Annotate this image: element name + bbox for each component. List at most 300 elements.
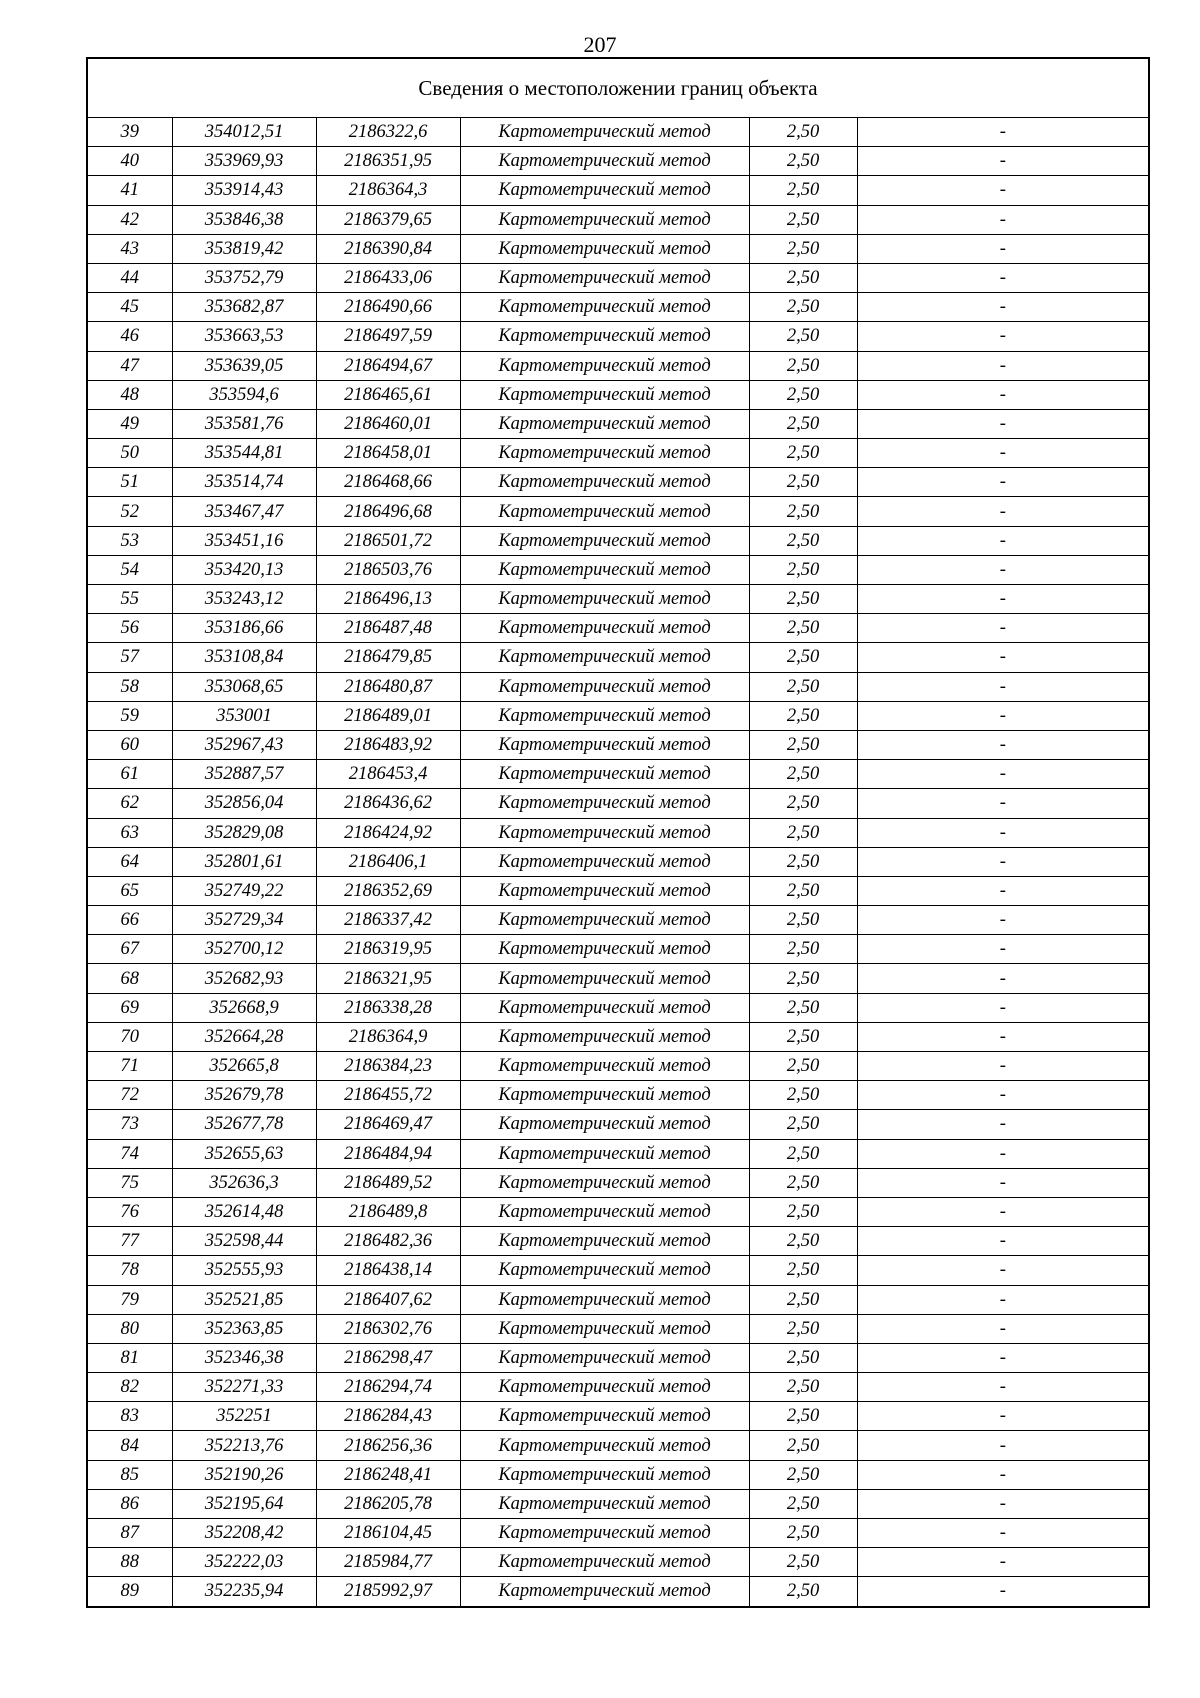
cell-description: - (857, 380, 1149, 409)
cell-y-coordinate: 2186482,36 (316, 1227, 460, 1256)
cell-point-number: 67 (87, 935, 172, 964)
cell-point-number: 60 (87, 730, 172, 759)
table-body (87, 118, 1149, 1607)
cell-method: Картометрический метод (460, 789, 749, 818)
table-row (87, 234, 1149, 263)
cell-description: - (857, 672, 1149, 701)
cell-point-number: 62 (87, 789, 172, 818)
cell-point-number: 70 (87, 1022, 172, 1051)
cell-method: Картометрический метод (460, 439, 749, 468)
cell-point-number: 78 (87, 1256, 172, 1285)
cell-x-coordinate: 352190,26 (172, 1460, 316, 1489)
cell-point-number: 85 (87, 1460, 172, 1489)
cell-y-coordinate: 2186424,92 (316, 818, 460, 847)
cell-x-coordinate: 353467,47 (172, 497, 316, 526)
cell-y-coordinate: 2186321,95 (316, 964, 460, 993)
cell-accuracy: 2,50 (749, 293, 857, 322)
cell-y-coordinate: 2186487,48 (316, 614, 460, 643)
cell-point-number: 52 (87, 497, 172, 526)
cell-x-coordinate: 352665,8 (172, 1052, 316, 1081)
cell-accuracy: 2,50 (749, 964, 857, 993)
table-row (87, 701, 1149, 730)
cell-accuracy: 2,50 (749, 1460, 857, 1489)
cell-x-coordinate: 352222,03 (172, 1548, 316, 1577)
table-row (87, 1110, 1149, 1139)
cell-accuracy: 2,50 (749, 118, 857, 147)
cell-accuracy: 2,50 (749, 1052, 857, 1081)
cell-y-coordinate: 2186490,66 (316, 293, 460, 322)
cell-method: Картометрический метод (460, 351, 749, 380)
cell-point-number: 80 (87, 1314, 172, 1343)
cell-x-coordinate: 352598,44 (172, 1227, 316, 1256)
cell-point-number: 53 (87, 526, 172, 555)
cell-x-coordinate: 352614,48 (172, 1197, 316, 1226)
cell-x-coordinate: 352555,93 (172, 1256, 316, 1285)
cell-description: - (857, 1285, 1149, 1314)
table-row (87, 380, 1149, 409)
cell-x-coordinate: 352655,63 (172, 1139, 316, 1168)
cell-y-coordinate: 2186436,62 (316, 789, 460, 818)
cell-description: - (857, 1343, 1149, 1372)
cell-description: - (857, 1373, 1149, 1402)
cell-x-coordinate: 352677,78 (172, 1110, 316, 1139)
cell-y-coordinate: 2186469,47 (316, 1110, 460, 1139)
cell-y-coordinate: 2185992,97 (316, 1577, 460, 1607)
cell-x-coordinate: 353663,53 (172, 322, 316, 351)
table-row (87, 1519, 1149, 1548)
table-row (87, 1460, 1149, 1489)
cell-method: Картометрический метод (460, 205, 749, 234)
cell-point-number: 48 (87, 380, 172, 409)
cell-x-coordinate: 352251 (172, 1402, 316, 1431)
table-row (87, 760, 1149, 789)
cell-description: - (857, 1197, 1149, 1226)
cell-y-coordinate: 2186205,78 (316, 1489, 460, 1518)
cell-method: Картометрический метод (460, 1460, 749, 1489)
cell-x-coordinate: 352664,28 (172, 1022, 316, 1051)
cell-description: - (857, 1227, 1149, 1256)
cell-x-coordinate: 352887,57 (172, 760, 316, 789)
cell-x-coordinate: 352521,85 (172, 1285, 316, 1314)
cell-method: Картометрический метод (460, 614, 749, 643)
cell-accuracy: 2,50 (749, 1548, 857, 1577)
cell-y-coordinate: 2186433,06 (316, 263, 460, 292)
cell-x-coordinate: 353068,65 (172, 672, 316, 701)
cell-accuracy: 2,50 (749, 1139, 857, 1168)
table-row (87, 1022, 1149, 1051)
cell-accuracy: 2,50 (749, 526, 857, 555)
cell-method: Картометрический метод (460, 322, 749, 351)
table-row (87, 1285, 1149, 1314)
cell-method: Картометрический метод (460, 847, 749, 876)
table-title-row (87, 58, 1149, 118)
cell-description: - (857, 293, 1149, 322)
cell-description: - (857, 935, 1149, 964)
table-row (87, 439, 1149, 468)
cell-accuracy: 2,50 (749, 1577, 857, 1607)
cell-description: - (857, 701, 1149, 730)
table-row (87, 1373, 1149, 1402)
table-row (87, 964, 1149, 993)
cell-y-coordinate: 2186496,68 (316, 497, 460, 526)
cell-x-coordinate: 352801,61 (172, 847, 316, 876)
cell-accuracy: 2,50 (749, 1373, 857, 1402)
cell-point-number: 65 (87, 876, 172, 905)
cell-x-coordinate: 352346,38 (172, 1343, 316, 1372)
table-row (87, 526, 1149, 555)
cell-y-coordinate: 2186407,62 (316, 1285, 460, 1314)
table-row (87, 906, 1149, 935)
cell-method: Картометрический метод (460, 1052, 749, 1081)
cell-description: - (857, 585, 1149, 614)
cell-y-coordinate: 2186484,94 (316, 1139, 460, 1168)
cell-y-coordinate: 2186379,65 (316, 205, 460, 234)
cell-y-coordinate: 2186319,95 (316, 935, 460, 964)
cell-accuracy: 2,50 (749, 1022, 857, 1051)
cell-x-coordinate: 353639,05 (172, 351, 316, 380)
cell-accuracy: 2,50 (749, 876, 857, 905)
cell-accuracy: 2,50 (749, 614, 857, 643)
table-row (87, 876, 1149, 905)
cell-x-coordinate: 353682,87 (172, 293, 316, 322)
cell-x-coordinate: 352682,93 (172, 964, 316, 993)
cell-y-coordinate: 2186298,47 (316, 1343, 460, 1372)
table-row (87, 935, 1149, 964)
cell-point-number: 83 (87, 1402, 172, 1431)
cell-accuracy: 2,50 (749, 205, 857, 234)
cell-x-coordinate: 353514,74 (172, 468, 316, 497)
cell-y-coordinate: 2186338,28 (316, 993, 460, 1022)
cell-accuracy: 2,50 (749, 1519, 857, 1548)
cell-method: Картометрический метод (460, 176, 749, 205)
cell-method: Картометрический метод (460, 1548, 749, 1577)
cell-x-coordinate: 353108,84 (172, 643, 316, 672)
cell-x-coordinate: 353594,6 (172, 380, 316, 409)
cell-accuracy: 2,50 (749, 497, 857, 526)
boundary-coordinates-table (86, 57, 1150, 1608)
cell-y-coordinate: 2186465,61 (316, 380, 460, 409)
cell-description: - (857, 1519, 1149, 1548)
cell-y-coordinate: 2186480,87 (316, 672, 460, 701)
cell-description: - (857, 1110, 1149, 1139)
cell-description: - (857, 351, 1149, 380)
cell-y-coordinate: 2186104,45 (316, 1519, 460, 1548)
cell-y-coordinate: 2186294,74 (316, 1373, 460, 1402)
cell-y-coordinate: 2186460,01 (316, 409, 460, 438)
cell-accuracy: 2,50 (749, 1110, 857, 1139)
cell-point-number: 63 (87, 818, 172, 847)
page-number: 207 (583, 32, 617, 57)
cell-x-coordinate: 352195,64 (172, 1489, 316, 1518)
cell-y-coordinate: 2186406,1 (316, 847, 460, 876)
cell-accuracy: 2,50 (749, 1402, 857, 1431)
cell-y-coordinate: 2186489,8 (316, 1197, 460, 1226)
cell-method: Картометрический метод (460, 263, 749, 292)
cell-accuracy: 2,50 (749, 701, 857, 730)
cell-method: Картометрический метод (460, 876, 749, 905)
cell-x-coordinate: 353969,93 (172, 147, 316, 176)
cell-accuracy: 2,50 (749, 730, 857, 759)
cell-y-coordinate: 2186494,67 (316, 351, 460, 380)
cell-accuracy: 2,50 (749, 1197, 857, 1226)
cell-accuracy: 2,50 (749, 468, 857, 497)
cell-description: - (857, 1460, 1149, 1489)
table-row (87, 1314, 1149, 1343)
cell-x-coordinate: 352679,78 (172, 1081, 316, 1110)
cell-description: - (857, 789, 1149, 818)
cell-y-coordinate: 2186453,4 (316, 760, 460, 789)
cell-method: Картометрический метод (460, 497, 749, 526)
cell-x-coordinate: 352271,33 (172, 1373, 316, 1402)
table-row (87, 147, 1149, 176)
cell-x-coordinate: 352729,34 (172, 906, 316, 935)
cell-point-number: 55 (87, 585, 172, 614)
table-row (87, 1256, 1149, 1285)
cell-accuracy: 2,50 (749, 439, 857, 468)
cell-point-number: 43 (87, 234, 172, 263)
cell-accuracy: 2,50 (749, 1285, 857, 1314)
cell-y-coordinate: 2186302,76 (316, 1314, 460, 1343)
cell-description: - (857, 1022, 1149, 1051)
cell-method: Картометрический метод (460, 1431, 749, 1460)
table-row (87, 1052, 1149, 1081)
cell-x-coordinate: 353581,76 (172, 409, 316, 438)
cell-accuracy: 2,50 (749, 1168, 857, 1197)
cell-accuracy: 2,50 (749, 176, 857, 205)
cell-method: Картометрический метод (460, 1227, 749, 1256)
cell-point-number: 39 (87, 118, 172, 147)
cell-point-number: 84 (87, 1431, 172, 1460)
table-row (87, 1227, 1149, 1256)
cell-accuracy: 2,50 (749, 147, 857, 176)
cell-point-number: 81 (87, 1343, 172, 1372)
table-row (87, 1489, 1149, 1518)
table-row (87, 322, 1149, 351)
table-row (87, 847, 1149, 876)
cell-description: - (857, 263, 1149, 292)
cell-accuracy: 2,50 (749, 1489, 857, 1518)
table-row (87, 818, 1149, 847)
table-row (87, 409, 1149, 438)
cell-point-number: 87 (87, 1519, 172, 1548)
cell-method: Картометрический метод (460, 818, 749, 847)
table-row (87, 1168, 1149, 1197)
cell-method: Картометрический метод (460, 1285, 749, 1314)
table-row (87, 497, 1149, 526)
cell-point-number: 49 (87, 409, 172, 438)
cell-method: Картометрический метод (460, 993, 749, 1022)
cell-x-coordinate: 353846,38 (172, 205, 316, 234)
cell-x-coordinate: 352213,76 (172, 1431, 316, 1460)
cell-description: - (857, 555, 1149, 584)
cell-x-coordinate: 352856,04 (172, 789, 316, 818)
cell-method: Картометрический метод (460, 1402, 749, 1431)
cell-y-coordinate: 2186284,43 (316, 1402, 460, 1431)
cell-point-number: 88 (87, 1548, 172, 1577)
cell-point-number: 47 (87, 351, 172, 380)
table-row (87, 118, 1149, 147)
table-row (87, 1197, 1149, 1226)
cell-x-coordinate: 352208,42 (172, 1519, 316, 1548)
cell-accuracy: 2,50 (749, 1256, 857, 1285)
cell-description: - (857, 1052, 1149, 1081)
cell-y-coordinate: 2186455,72 (316, 1081, 460, 1110)
cell-description: - (857, 847, 1149, 876)
table-row (87, 672, 1149, 701)
cell-method: Картометрический метод (460, 643, 749, 672)
cell-method: Картометрический метод (460, 1489, 749, 1518)
cell-description: - (857, 1548, 1149, 1577)
cell-point-number: 82 (87, 1373, 172, 1402)
cell-point-number: 61 (87, 760, 172, 789)
cell-y-coordinate: 2186489,52 (316, 1168, 460, 1197)
cell-point-number: 66 (87, 906, 172, 935)
table-row (87, 993, 1149, 1022)
cell-point-number: 54 (87, 555, 172, 584)
table-row (87, 1402, 1149, 1431)
cell-y-coordinate: 2186479,85 (316, 643, 460, 672)
cell-y-coordinate: 2186390,84 (316, 234, 460, 263)
cell-accuracy: 2,50 (749, 409, 857, 438)
cell-accuracy: 2,50 (749, 643, 857, 672)
cell-description: - (857, 1402, 1149, 1431)
cell-point-number: 76 (87, 1197, 172, 1226)
cell-x-coordinate: 353420,13 (172, 555, 316, 584)
table-row (87, 293, 1149, 322)
cell-y-coordinate: 2186496,13 (316, 585, 460, 614)
cell-method: Картометрический метод (460, 1373, 749, 1402)
cell-x-coordinate: 354012,51 (172, 118, 316, 147)
cell-accuracy: 2,50 (749, 1431, 857, 1460)
cell-method: Картометрический метод (460, 1139, 749, 1168)
cell-accuracy: 2,50 (749, 380, 857, 409)
cell-point-number: 75 (87, 1168, 172, 1197)
cell-method: Картометрический метод (460, 1314, 749, 1343)
cell-method: Картометрический метод (460, 1022, 749, 1051)
cell-x-coordinate: 353914,43 (172, 176, 316, 205)
cell-description: - (857, 1168, 1149, 1197)
cell-method: Картометрический метод (460, 1256, 749, 1285)
cell-point-number: 51 (87, 468, 172, 497)
cell-x-coordinate: 352700,12 (172, 935, 316, 964)
cell-point-number: 64 (87, 847, 172, 876)
cell-x-coordinate: 353752,79 (172, 263, 316, 292)
cell-description: - (857, 1314, 1149, 1343)
cell-description: - (857, 497, 1149, 526)
cell-method: Картометрический метод (460, 585, 749, 614)
cell-method: Картометрический метод (460, 935, 749, 964)
cell-method: Картометрический метод (460, 526, 749, 555)
cell-point-number: 89 (87, 1577, 172, 1607)
cell-x-coordinate: 353186,66 (172, 614, 316, 643)
cell-method: Картометрический метод (460, 118, 749, 147)
cell-description: - (857, 730, 1149, 759)
cell-description: - (857, 964, 1149, 993)
table-row (87, 1431, 1149, 1460)
cell-description: - (857, 1256, 1149, 1285)
cell-point-number: 42 (87, 205, 172, 234)
cell-description: - (857, 1577, 1149, 1607)
table-row (87, 643, 1149, 672)
cell-method: Картометрический метод (460, 1343, 749, 1372)
cell-point-number: 59 (87, 701, 172, 730)
cell-description: - (857, 993, 1149, 1022)
cell-y-coordinate: 2186364,9 (316, 1022, 460, 1051)
cell-description: - (857, 439, 1149, 468)
cell-accuracy: 2,50 (749, 818, 857, 847)
cell-accuracy: 2,50 (749, 1227, 857, 1256)
cell-point-number: 77 (87, 1227, 172, 1256)
table-row (87, 1548, 1149, 1577)
cell-y-coordinate: 2186322,6 (316, 118, 460, 147)
cell-point-number: 58 (87, 672, 172, 701)
cell-x-coordinate: 352967,43 (172, 730, 316, 759)
table-row (87, 351, 1149, 380)
cell-description: - (857, 760, 1149, 789)
table-row (87, 789, 1149, 818)
cell-method: Картометрический метод (460, 147, 749, 176)
cell-y-coordinate: 2186256,36 (316, 1431, 460, 1460)
cell-description: - (857, 176, 1149, 205)
cell-method: Картометрический метод (460, 293, 749, 322)
cell-method: Картометрический метод (460, 906, 749, 935)
cell-point-number: 46 (87, 322, 172, 351)
cell-x-coordinate: 352829,08 (172, 818, 316, 847)
cell-method: Картометрический метод (460, 672, 749, 701)
cell-y-coordinate: 2186438,14 (316, 1256, 460, 1285)
cell-x-coordinate: 352636,3 (172, 1168, 316, 1197)
cell-y-coordinate: 2186503,76 (316, 555, 460, 584)
table-row (87, 614, 1149, 643)
cell-method: Картометрический метод (460, 1168, 749, 1197)
cell-description: - (857, 1139, 1149, 1168)
cell-description: - (857, 614, 1149, 643)
cell-method: Картометрический метод (460, 760, 749, 789)
cell-accuracy: 2,50 (749, 322, 857, 351)
cell-accuracy: 2,50 (749, 760, 857, 789)
cell-description: - (857, 643, 1149, 672)
cell-accuracy: 2,50 (749, 789, 857, 818)
cell-x-coordinate: 353001 (172, 701, 316, 730)
table-row (87, 176, 1149, 205)
cell-method: Картометрический метод (460, 380, 749, 409)
cell-x-coordinate: 352235,94 (172, 1577, 316, 1607)
cell-y-coordinate: 2186351,95 (316, 147, 460, 176)
cell-point-number: 50 (87, 439, 172, 468)
cell-x-coordinate: 353243,12 (172, 585, 316, 614)
cell-accuracy: 2,50 (749, 906, 857, 935)
table-row (87, 205, 1149, 234)
cell-y-coordinate: 2186384,23 (316, 1052, 460, 1081)
table-row (87, 1343, 1149, 1372)
cell-accuracy: 2,50 (749, 585, 857, 614)
cell-y-coordinate: 2186483,92 (316, 730, 460, 759)
cell-y-coordinate: 2186364,3 (316, 176, 460, 205)
cell-x-coordinate: 353819,42 (172, 234, 316, 263)
cell-description: - (857, 876, 1149, 905)
cell-y-coordinate: 2186352,69 (316, 876, 460, 905)
cell-point-number: 86 (87, 1489, 172, 1518)
table-row (87, 555, 1149, 584)
cell-method: Картометрический метод (460, 730, 749, 759)
cell-accuracy: 2,50 (749, 234, 857, 263)
cell-accuracy: 2,50 (749, 993, 857, 1022)
cell-description: - (857, 1489, 1149, 1518)
table-row (87, 468, 1149, 497)
cell-description: - (857, 526, 1149, 555)
cell-y-coordinate: 2186497,59 (316, 322, 460, 351)
table-row (87, 1577, 1149, 1607)
